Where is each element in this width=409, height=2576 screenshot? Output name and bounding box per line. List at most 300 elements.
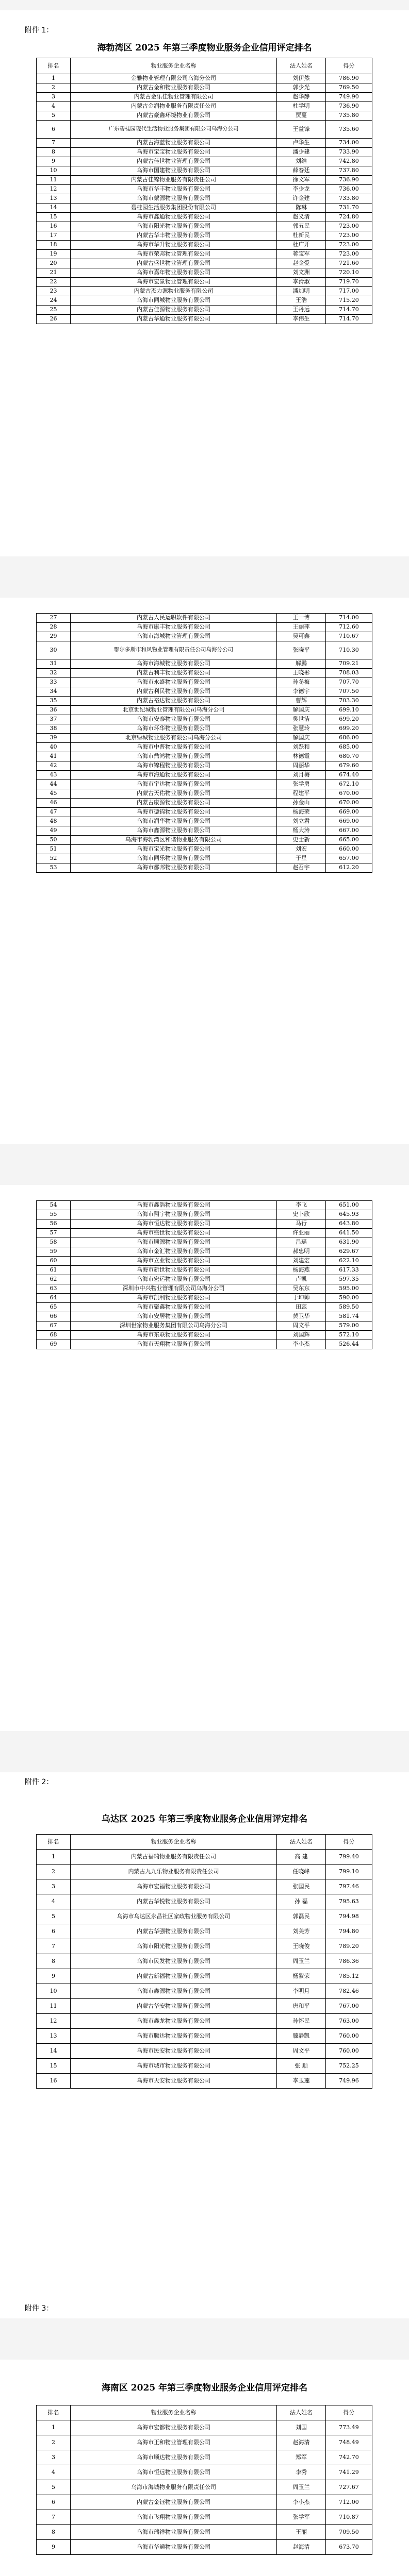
company-cell: 乌海市宏福物业服务有限公司 [71, 1879, 277, 1894]
legal-rep-cell: 赵金爱 [277, 259, 326, 268]
table-row [37, 1999, 372, 2014]
header-company: 物业服务企业名称 [71, 2405, 277, 2420]
header-score: 得分 [326, 2405, 372, 2420]
rank-cell: 30 [37, 641, 71, 659]
table-row [37, 259, 372, 268]
company-cell: 深圳世家物业服务集团有限公司乌海分公司 [71, 1321, 277, 1331]
company-cell: 深圳市中兴物业管理有限公司乌海分公司 [71, 1284, 277, 1294]
legal-rep-cell: 卢凯 [277, 1275, 326, 1284]
company-cell: 内蒙古佳锦物业服务有限责任公司 [71, 176, 277, 185]
legal-rep-cell: 周玉兰 [277, 1954, 326, 1969]
legal-rep-cell: 李德宇 [277, 687, 326, 697]
table-row [37, 2510, 372, 2525]
rank-cell: 40 [37, 743, 71, 752]
score-cell: 669.00 [326, 817, 372, 826]
rank-cell: 18 [37, 241, 71, 250]
score-cell: 617.33 [326, 1266, 372, 1275]
legal-rep-cell: 周文平 [277, 1321, 326, 1331]
legal-rep-cell: 吕瑶 [277, 1238, 326, 1247]
company-cell: 乌海市顺达物业服务有限公司 [71, 2450, 277, 2465]
company-cell: 乌海市民发物业服务有限公司 [71, 1954, 277, 1969]
rank-cell: 29 [37, 632, 71, 641]
table-row [37, 1247, 372, 1257]
table-row [37, 724, 372, 734]
table-row [37, 1969, 372, 1984]
score-cell: 782.46 [326, 1984, 372, 1999]
page-4 [0, 1772, 409, 2318]
legal-rep-cell: 刘宏 [277, 845, 326, 854]
legal-rep-cell: 刘国 [277, 2420, 326, 2435]
table-row [37, 2465, 372, 2480]
table-row [37, 74, 372, 83]
rank-cell: 50 [37, 836, 71, 845]
company-cell: 乌海市鑫源物业服务有限公司 [71, 1984, 277, 1999]
legal-rep-cell: 王晓俊 [277, 1939, 326, 1954]
company-cell: 内蒙古华安物业服务有限公司 [71, 1999, 277, 2014]
company-cell: 乌海市中普物业服务有限公司 [71, 743, 277, 752]
legal-rep-cell: 李玉莲 [277, 2074, 326, 2089]
score-cell: 670.00 [326, 799, 372, 808]
table-row [37, 139, 372, 148]
table-row [37, 1331, 372, 1340]
legal-rep-cell: 赵海清 [277, 2435, 326, 2450]
table-row [37, 743, 372, 752]
company-cell: 内蒙古利丰物业服务有限公司 [71, 669, 277, 678]
company-cell: 乌海市城市物业服务有限公司 [71, 2059, 277, 2074]
score-cell: 672.10 [326, 780, 372, 789]
table-row [37, 1984, 372, 1999]
legal-rep-cell: 王晓彬 [277, 669, 326, 678]
table-row [37, 678, 372, 687]
score-cell: 665.00 [326, 836, 372, 845]
company-cell: 内蒙古杰力源物业服务有限公司 [71, 287, 277, 296]
score-cell: 714.70 [326, 306, 372, 315]
score-cell: 657.00 [326, 854, 372, 863]
rank-cell: 35 [37, 697, 71, 706]
header-rank: 排名 [37, 1835, 71, 1850]
table-row [37, 1312, 372, 1321]
company-cell: 乌海市海城物业服务有限责任公司 [71, 2480, 277, 2495]
legal-rep-cell: 杜学明 [277, 102, 326, 111]
score-cell: 727.67 [326, 2480, 372, 2495]
rank-cell: 10 [37, 166, 71, 176]
table-row [37, 194, 372, 204]
table-row [37, 1939, 372, 1954]
attachment-2-title: 乌达区 2025 年第三季度物业服务企业信用评定排名 [101, 1814, 308, 1824]
company-cell: 乌海市鑫通物业服务有限公司 [71, 213, 277, 222]
company-cell: 乌海市锦程物业服务有限公司 [71, 761, 277, 771]
legal-rep-cell: 史士新 [277, 836, 326, 845]
rank-cell: 51 [37, 845, 71, 854]
score-cell: 733.80 [326, 194, 372, 204]
company-cell: 乌海市鼎鸿物业服务有限公司 [71, 752, 277, 761]
table-row [37, 761, 372, 771]
legal-rep-cell: 张学勇 [277, 780, 326, 789]
table-row [37, 268, 372, 278]
score-cell: 786.36 [326, 1954, 372, 1969]
company-cell: 乌海市安泰物业服务有限公司 [71, 715, 277, 724]
score-cell: 799.10 [326, 1865, 372, 1879]
score-cell: 707.50 [326, 687, 372, 697]
score-cell: 699.10 [326, 706, 372, 715]
rank-cell: 46 [37, 799, 71, 808]
company-cell: 乌海市乌达区永昌社区家政物业服务有限公司 [71, 1909, 277, 1924]
table-row [37, 83, 372, 93]
legal-rep-cell: 史卜欣 [277, 1210, 326, 1219]
legal-rep-cell: 王丹远 [277, 306, 326, 315]
legal-rep-cell: 徐文军 [277, 176, 326, 185]
table-row [37, 706, 372, 715]
rank-cell: 44 [37, 780, 71, 789]
legal-rep-cell: 王丽萍 [277, 623, 326, 632]
company-cell: 乌海市嘉年物业服务有限公司 [71, 268, 277, 278]
table-row [37, 669, 372, 678]
page-3 [0, 1185, 409, 1731]
company-cell: 乌海市鑫源物业服务有限公司 [71, 826, 277, 836]
legal-rep-cell: 王浩 [277, 296, 326, 306]
table-row [37, 1229, 372, 1238]
company-cell: 乌海市都邦物业服务有限公司 [71, 863, 277, 873]
score-cell: 669.00 [326, 808, 372, 817]
score-cell: 749.90 [326, 93, 372, 102]
score-cell: 631.90 [326, 1238, 372, 1247]
score-cell: 612.20 [326, 863, 372, 873]
legal-rep-cell: 张晓平 [277, 641, 326, 659]
table-row [37, 1879, 372, 1894]
score-cell: 794.80 [326, 1924, 372, 1939]
legal-rep-cell: 王丽 [277, 2525, 326, 2540]
ranking-table-3 [36, 2405, 372, 2555]
legal-rep-cell: 吴可鑫 [277, 632, 326, 641]
legal-rep-cell: 刘跃和 [277, 743, 326, 752]
legal-rep-cell: 孙怀民 [277, 2014, 326, 2029]
rank-cell: 1 [37, 2420, 71, 2435]
table-row [37, 799, 372, 808]
rank-cell: 22 [37, 278, 71, 287]
score-cell: 786.90 [326, 74, 372, 83]
table-row [37, 1850, 372, 1865]
legal-rep-cell: 杨海燕 [277, 1266, 326, 1275]
rank-cell: 2 [37, 1865, 71, 1879]
company-cell: 乌海市顺源物业服务有限公司 [71, 1238, 277, 1247]
company-cell: 乌海市阳光物业服务有限公司 [71, 1939, 277, 1954]
table-header-row [37, 1835, 372, 1850]
score-cell: 712.60 [326, 623, 372, 632]
attachment-1-label: 附件 1： [25, 26, 54, 35]
legal-rep-cell: 解国庆 [277, 706, 326, 715]
rank-cell: 23 [37, 287, 71, 296]
table-row [37, 863, 372, 873]
legal-rep-cell: 刘维 [277, 157, 326, 166]
attachment-2-label: 附件 2： [25, 1778, 54, 1786]
legal-rep-cell: 李飞 [277, 1201, 326, 1210]
legal-rep-cell: 周文平 [277, 2044, 326, 2059]
score-cell: 719.70 [326, 278, 372, 287]
company-cell: 金雅物业管理有限公司乌海分公司 [71, 74, 277, 83]
table-row [37, 2044, 372, 2059]
company-cell: 乌海市同城物业服务有限公司 [71, 296, 277, 306]
score-cell: 526.44 [326, 1340, 372, 1349]
rank-cell: 5 [37, 111, 71, 121]
company-cell: 内蒙古康源物业服务有限公司 [71, 799, 277, 808]
legal-rep-cell: 吴东东 [277, 1284, 326, 1294]
table-row [37, 817, 372, 826]
rank-cell: 33 [37, 678, 71, 687]
rank-cell: 31 [37, 659, 71, 669]
table-row [37, 2059, 372, 2074]
rank-cell: 9 [37, 157, 71, 166]
score-cell: 724.80 [326, 213, 372, 222]
company-cell: 内蒙古华强物业服务有限公司 [71, 1924, 277, 1939]
rank-cell: 32 [37, 669, 71, 678]
rank-cell: 16 [37, 222, 71, 231]
company-cell: 内蒙古金润物业服务有限责任公司 [71, 102, 277, 111]
legal-rep-cell: 赵召宇 [277, 863, 326, 873]
legal-rep-cell: 李伟生 [277, 315, 326, 324]
legal-rep-cell: 张学军 [277, 2510, 326, 2525]
legal-rep-cell: 郝忠明 [277, 1247, 326, 1257]
score-cell: 712.00 [326, 2495, 372, 2510]
company-cell: 乌海市海城物业管理有限公司 [71, 632, 277, 641]
score-cell: 769.50 [326, 83, 372, 93]
header-rank: 排名 [37, 58, 71, 74]
legal-rep-cell: 薛春廷 [277, 166, 326, 176]
score-cell: 679.60 [326, 761, 372, 771]
legal-rep-cell: 李小杰 [277, 1340, 326, 1349]
rank-cell: 2 [37, 2435, 71, 2450]
company-cell: 乌海市东联物业服务有限公司 [71, 1331, 277, 1340]
table-row [37, 185, 372, 194]
company-cell: 乌海市宇达物业服务有限公司 [71, 780, 277, 789]
score-cell: 581.74 [326, 1312, 372, 1321]
legal-rep-cell: 李秀 [277, 2465, 326, 2480]
rank-cell: 60 [37, 1257, 71, 1266]
company-cell: 乌海市德锦物业服务有限公司 [71, 808, 277, 817]
company-cell: 内蒙古佳源物业服务有限公司 [71, 306, 277, 315]
score-cell: 742.80 [326, 157, 372, 166]
table-row [37, 845, 372, 854]
company-cell: 内蒙古裕达物业服务有限公司 [71, 697, 277, 706]
company-cell: 乌海市宏都物业服务有限公司 [71, 2420, 277, 2435]
rank-cell: 47 [37, 808, 71, 817]
rank-cell: 54 [37, 1201, 71, 1210]
score-cell: 723.00 [326, 241, 372, 250]
score-cell: 795.63 [326, 1894, 372, 1909]
table-row [37, 826, 372, 836]
rank-cell: 25 [37, 306, 71, 315]
rank-cell: 57 [37, 1229, 71, 1238]
rank-cell: 39 [37, 734, 71, 743]
rank-cell: 69 [37, 1340, 71, 1349]
company-cell: 乌海市鑫浩物业服务有限公司 [71, 1201, 277, 1210]
table-row [37, 641, 372, 659]
rank-cell: 5 [37, 1909, 71, 1924]
company-cell: 乌海市华通物业服务有限公司 [71, 2540, 277, 2555]
legal-rep-cell: 解国庆 [277, 734, 326, 743]
rank-cell: 7 [37, 1939, 71, 1954]
score-cell: 680.70 [326, 752, 372, 761]
rank-cell: 9 [37, 1969, 71, 1984]
table-header-row [37, 2405, 372, 2420]
company-cell: 内蒙古天佑物业服务有限公司 [71, 789, 277, 799]
attachment-1-title: 海勃湾区 2025 年第三季度物业服务企业信用评定排名 [97, 43, 312, 53]
rank-cell: 48 [37, 817, 71, 826]
company-cell: 乌海市阳光物业服务有限公司 [71, 222, 277, 231]
rank-cell: 3 [37, 2450, 71, 2465]
company-cell: 乌海市国建物业服务有限公司 [71, 166, 277, 176]
table-row [37, 1275, 372, 1284]
table-row [37, 836, 372, 845]
rank-cell: 6 [37, 2495, 71, 2510]
score-cell: 734.00 [326, 139, 372, 148]
company-cell: 乌海市翔宇物业服务有限公司 [71, 1210, 277, 1219]
rank-cell: 6 [37, 1924, 71, 1939]
header-legal-rep: 法人姓名 [277, 58, 326, 74]
table-header-row [37, 58, 372, 74]
score-cell: 597.35 [326, 1275, 372, 1284]
company-cell: 乌海市恒达物业服务有限公司 [71, 1219, 277, 1229]
table-row [37, 1294, 372, 1303]
score-cell: 749.96 [326, 2074, 372, 2089]
score-cell: 641.50 [326, 1229, 372, 1238]
company-cell: 乌海市康丰物业服务有限公司 [71, 623, 277, 632]
legal-rep-cell: 程建平 [277, 789, 326, 799]
table-row [37, 697, 372, 706]
company-cell: 乌海市海通物业服务有限公司 [71, 771, 277, 780]
rank-cell: 45 [37, 789, 71, 799]
score-cell: 710.67 [326, 632, 372, 641]
company-cell: 乌海市金汇物业服务有限公司 [71, 1247, 277, 1257]
legal-rep-cell: 赵海清 [277, 2540, 326, 2555]
company-cell: 乌海市新世物业服务有限公司 [71, 1266, 277, 1275]
rank-cell: 36 [37, 706, 71, 715]
table-row [37, 278, 372, 287]
company-cell: 乌海市飞翔物业服务有限公司 [71, 2510, 277, 2525]
rank-cell: 64 [37, 1294, 71, 1303]
header-legal-rep: 法人姓名 [277, 2405, 326, 2420]
rank-cell: 1 [37, 74, 71, 83]
company-cell: 乌海市民安物业服务有限公司 [71, 2044, 277, 2059]
score-cell: 714.70 [326, 315, 372, 324]
table-row [37, 632, 372, 641]
rank-cell: 38 [37, 724, 71, 734]
legal-rep-cell: 赵华静 [277, 93, 326, 102]
score-cell: 667.00 [326, 826, 372, 836]
rank-cell: 16 [37, 2074, 71, 2089]
table-row [37, 93, 372, 102]
legal-rep-cell: 郑军 [277, 2450, 326, 2465]
legal-rep-cell: 刘国辉 [277, 1331, 326, 1340]
company-cell: 乌海市恒远物业服务有限公司 [71, 2465, 277, 2480]
legal-rep-cell: 孙冬梅 [277, 678, 326, 687]
legal-rep-cell: 刘伊然 [277, 74, 326, 83]
table-row [37, 789, 372, 799]
legal-rep-cell: 许亚丽 [277, 1229, 326, 1238]
score-cell: 752.25 [326, 2059, 372, 2074]
score-cell: 735.60 [326, 121, 372, 139]
score-cell: 742.70 [326, 2450, 372, 2465]
legal-rep-cell: 杨海荣 [277, 808, 326, 817]
legal-rep-cell: 马行 [277, 1219, 326, 1229]
legal-rep-cell: 张国民 [277, 1879, 326, 1894]
table-row [37, 1210, 372, 1219]
rank-cell: 43 [37, 771, 71, 780]
company-cell: 内蒙古华丰物业服务有限公司 [71, 231, 277, 241]
table-row [37, 752, 372, 761]
rank-cell: 4 [37, 102, 71, 111]
table-row [37, 121, 372, 139]
rank-cell: 63 [37, 1284, 71, 1294]
legal-rep-cell: 卢华生 [277, 139, 326, 148]
table-row [37, 1219, 372, 1229]
table-row [37, 213, 372, 222]
rank-cell: 65 [37, 1303, 71, 1312]
score-cell: 595.00 [326, 1284, 372, 1294]
company-cell: 乌海市华升物业服务有限公司 [71, 241, 277, 250]
table-row [37, 623, 372, 632]
header-legal-rep: 法人姓名 [277, 1835, 326, 1850]
company-cell: 乌海市正和物业管理有限公司 [71, 2435, 277, 2450]
score-cell: 699.20 [326, 715, 372, 724]
legal-rep-cell: 周丽华 [277, 761, 326, 771]
company-cell: 乌海市环华物业服务有限公司 [71, 724, 277, 734]
rank-cell: 11 [37, 1999, 71, 2014]
score-cell: 714.00 [326, 614, 372, 623]
company-cell: 内蒙古九九乐物业服务有限责任公司 [71, 1865, 277, 1879]
company-cell: 乌海市海勃湾区和谐物业服务有限公司 [71, 836, 277, 845]
legal-rep-cell: 林德霞 [277, 752, 326, 761]
rank-cell: 42 [37, 761, 71, 771]
table-row [37, 1321, 372, 1331]
score-cell: 709.50 [326, 2525, 372, 2540]
company-cell: 内蒙古人民运职软件有限公司 [71, 614, 277, 623]
rank-cell: 37 [37, 715, 71, 724]
table-row [37, 157, 372, 166]
score-cell: 794.98 [326, 1909, 372, 1924]
score-cell: 709.21 [326, 659, 372, 669]
table-row [37, 2014, 372, 2029]
legal-rep-cell: 黄卫华 [277, 1312, 326, 1321]
legal-rep-cell: 王一博 [277, 614, 326, 623]
score-cell: 767.00 [326, 1999, 372, 2014]
company-cell: 乌海市永盛物业服务有限公司 [71, 678, 277, 687]
score-cell: 699.20 [326, 724, 372, 734]
legal-rep-cell: 杨大涛 [277, 826, 326, 836]
legal-rep-cell: 郭少光 [277, 83, 326, 93]
score-cell: 660.00 [326, 845, 372, 854]
score-cell: 590.00 [326, 1294, 372, 1303]
rank-cell: 20 [37, 259, 71, 268]
legal-rep-cell: 张慧玲 [277, 724, 326, 734]
rank-cell: 3 [37, 1879, 71, 1894]
table-row [37, 315, 372, 324]
rank-cell: 14 [37, 204, 71, 213]
rank-cell: 1 [37, 1850, 71, 1865]
legal-rep-cell: 杨紫荣 [277, 1969, 326, 1984]
company-cell: 乌海市海城物业服务有限公司 [71, 659, 277, 669]
rank-cell: 17 [37, 231, 71, 241]
legal-rep-cell: 李小杰 [277, 2495, 326, 2510]
company-cell: 乌海市宝光物业服务有限公司 [71, 845, 277, 854]
rank-cell: 55 [37, 1210, 71, 1219]
score-cell: 707.70 [326, 678, 372, 687]
legal-rep-cell: 曹辉 [277, 697, 326, 706]
score-cell: 748.49 [326, 2435, 372, 2450]
page-1 [0, 10, 409, 556]
table-row [37, 1954, 372, 1969]
rank-cell: 41 [37, 752, 71, 761]
legal-rep-cell: 孙金山 [277, 799, 326, 808]
